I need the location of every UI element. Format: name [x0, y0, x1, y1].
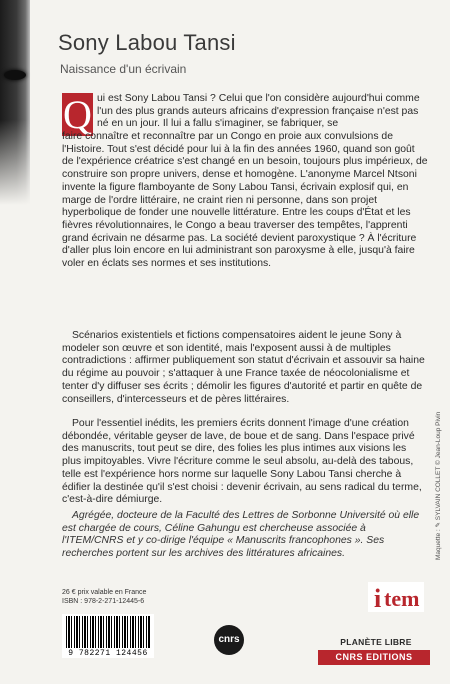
paragraph-3: Pour l'essentiel inédits, les premiers écrits donnent l'image d'une création débondée, véritable geyser de lave, de boue et de sang. Dans l'espace privé des manuscrits, tout peut se dire, des folies les plus intimes aux visions les plus impitoyables. Vivre l'écriture comme le seul absolu, au-delà des tabous, telle est l'expérience hors norme sur laquelle Sony Labou Tansi cherche à édifier la destinée qu'il s'est choisi : devenir écrivain, au sens radical du terme, c'est-à-dire démiurge. — [62, 418, 422, 506]
item-logo-tem: tem — [384, 586, 420, 611]
cnrs-logo: cnrs — [214, 625, 244, 655]
book-title: Sony Labou Tansi — [58, 30, 236, 55]
item-logo — [368, 582, 424, 612]
design-credit: Maquette : ✎ SYLVAIN COLLET © Jean-Loup Pivin — [435, 411, 442, 560]
drop-cap: Q — [63, 92, 92, 137]
price-isbn — [62, 588, 146, 606]
paragraph-1: faire connaître et reconnaître par un Congo en proie aux convulsions de l'Histoire. Tout s'est décidé pour lui à la fin des années 1960, quand son goût de l'expérience créatrice s'est changé en un besoin, toujours plus impérieux, de construire son propre univers, dense et homogène. L'anonyme Marcel Ntsoni invente la figure flamboyante de Sony Labou Tansi, écrivain explosif qui, en marge de l'ordre littéraire, ne craint rien ni personne, dans son projet hyperbolique de fonder une nouvelle littérature. Entre les coups d'État et les fièvres révolutionnaires, le Congo a beau traverser des tempêtes, l'apprenti grand écrivain ne désarme pas. La société devient paroxystique ? À l'écriture d'aller plus loin encore en lui administrant son paroxysme à elle, jusqu'à faire voler en éclats ses normes et ses institutions. — [62, 131, 428, 270]
publisher-logo: CNRS EDITIONS — [318, 650, 430, 665]
collection-name: PLANÈTE LIBRE — [340, 637, 412, 647]
barcode-bars — [66, 616, 150, 648]
author-portrait-fragment — [0, 0, 30, 205]
paragraph-1-lead: ui est Sony Labou Tansi ? Celui que l'on considère aujourd'hui comme l'un des plus grands auteurs africains d'expression française n'est pas né en un jour. Il lui a fallu s'imaginer, se fabriquer, se — [97, 93, 420, 130]
isbn-text: ISBN : 978-2-271-12445-6 — [62, 598, 145, 605]
portrait-eye — [4, 70, 26, 80]
paragraph-2: Scénarios existentiels et fictions compensatoires aident le jeune Sony à modeler son œuvre et son identité, mais l'exposent aussi à de multiples contradictions : affirmer publiquement son statut d'écrivain et assouvir sa haine du régime au pouvoir ; s'attaquer à une France taxée de néocolonialisme et tenter d'y diffuser ses écrits ; démolir les figures d'autorité et partir en quête de conseillers, d'intercesseurs et de pères littéraires. — [62, 330, 425, 405]
book-subtitle: Naissance d'un écrivain — [60, 62, 187, 76]
price-text: 26 € prix valable en France — [62, 589, 147, 596]
barcode-number: 9 782271 124456 — [68, 649, 148, 658]
item-logo-i: i — [374, 584, 382, 613]
author-bio: Agrégée, docteure de la Faculté des Lettres de Sorbonne Université où elle est chargée de cours, Céline Gahungu est chercheuse associée à l'ITEM/CNRS et y co-dirige l'équipe « Manuscrits francophones ». Ses recherches portent sur les archives des littératures africaines. — [62, 510, 420, 560]
barcode — [62, 614, 154, 658]
